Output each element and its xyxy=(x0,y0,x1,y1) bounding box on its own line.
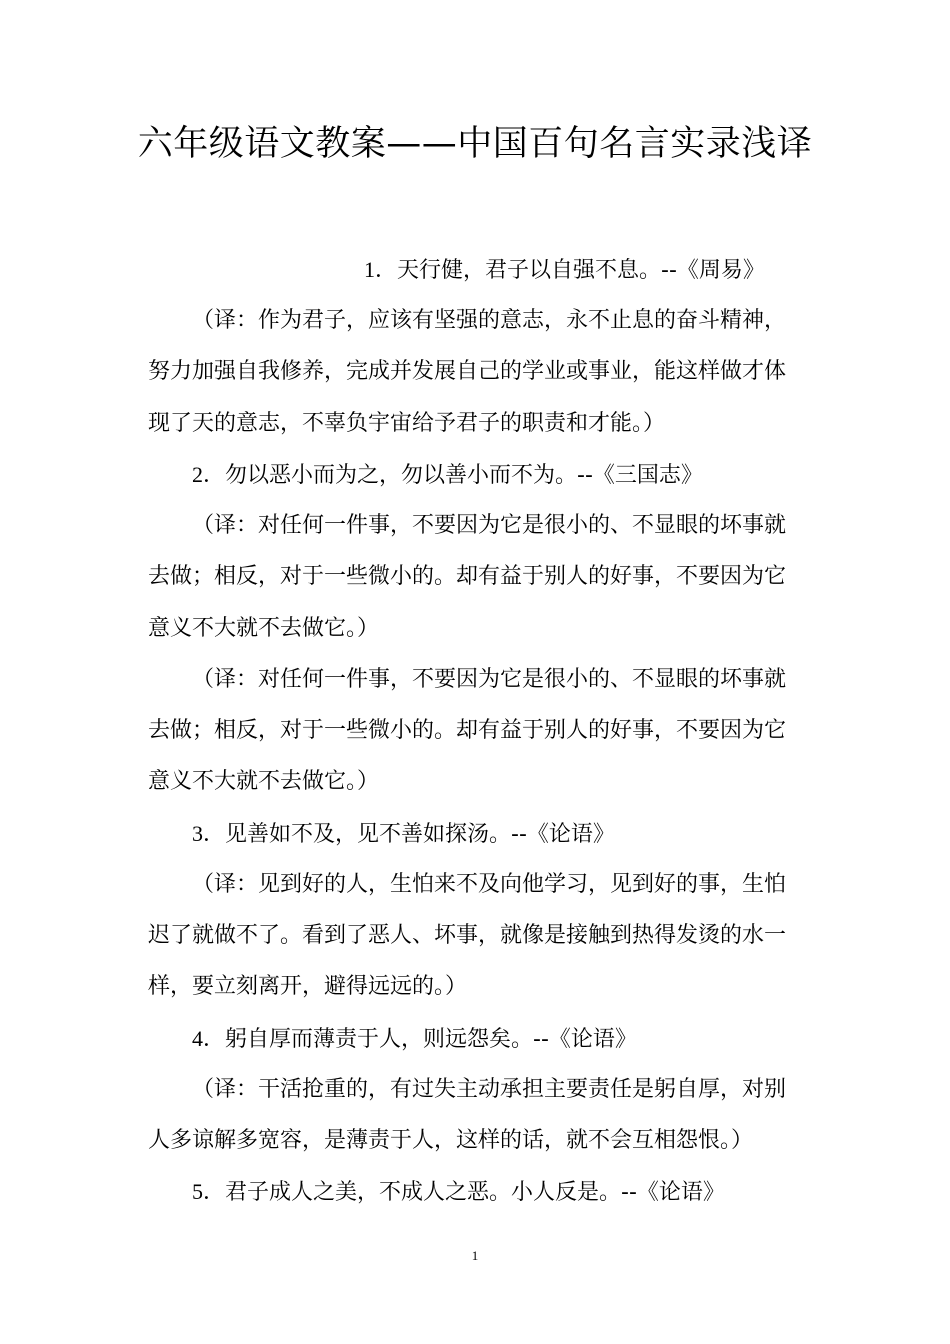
translation-line: 意义不大就不去做它。） xyxy=(148,769,380,794)
quote-number: 2 xyxy=(192,462,203,487)
quote-line xyxy=(192,1024,637,1055)
quote-line xyxy=(192,460,703,491)
quote-number: 1 xyxy=(364,257,375,282)
quote-text: ．君子成人之美，不成人之恶。小人反是。--《论语》 xyxy=(203,1180,725,1205)
quote-text: ．躬自厚而薄责于人，则远怨矣。--《论语》 xyxy=(203,1027,637,1052)
translation-line: 样，要立刻离开，避得远远的。） xyxy=(148,974,468,999)
quote-number: 3 xyxy=(192,821,203,846)
quote-line xyxy=(364,255,765,286)
translation-line: （译：见到好的人，生怕来不及向他学习，见到好的事，生怕 xyxy=(192,872,787,897)
translation-line: 去做；相反，对于一些微小的。却有益于别人的好事，不要因为它 xyxy=(148,718,787,743)
translation-line: 去做；相反，对于一些微小的。却有益于别人的好事，不要因为它 xyxy=(148,564,787,589)
translation-line: （译：作为君子，应该有坚强的意志，永不止息的奋斗精神， xyxy=(192,308,787,333)
quote-text: ．见善如不及，见不善如探汤。--《论语》 xyxy=(203,822,615,847)
translation-line: （译：对任何一件事，不要因为它是很小的、不显眼的坏事就 xyxy=(192,667,787,692)
translation-line: （译：对任何一件事，不要因为它是很小的、不显眼的坏事就 xyxy=(192,513,787,538)
quote-number: 4 xyxy=(192,1026,203,1051)
quote-line xyxy=(192,1177,725,1208)
page-number: 1 xyxy=(471,1248,479,1263)
quote-line xyxy=(192,819,615,850)
translation-line: 努力加强自我修养，完成并发展自己的学业或事业，能这样做才体 xyxy=(148,359,787,384)
translation-line: 人多谅解多宽容，是薄责于人，这样的话，就不会互相怨恨。） xyxy=(148,1128,754,1153)
translation-line: 迟了就做不了。看到了恶人、坏事，就像是接触到热得发烫的水一 xyxy=(148,923,787,948)
translation-line: 现了天的意志，不辜负宇宙给予君子的职责和才能。） xyxy=(148,411,666,436)
document-title: 六年级语文教案——中国百句名言实录浅译 xyxy=(137,124,813,164)
quote-text: ．天行健，君子以自强不息。--《周易》 xyxy=(375,258,765,283)
translation-line: 意义不大就不去做它。） xyxy=(148,616,380,641)
quote-number: 5 xyxy=(192,1179,203,1204)
translation-line: （译：干活抢重的，有过失主动承担主要责任是躬自厚，对别 xyxy=(192,1077,787,1102)
quote-text: ．勿以恶小而为之，勿以善小而不为。--《三国志》 xyxy=(203,463,703,488)
